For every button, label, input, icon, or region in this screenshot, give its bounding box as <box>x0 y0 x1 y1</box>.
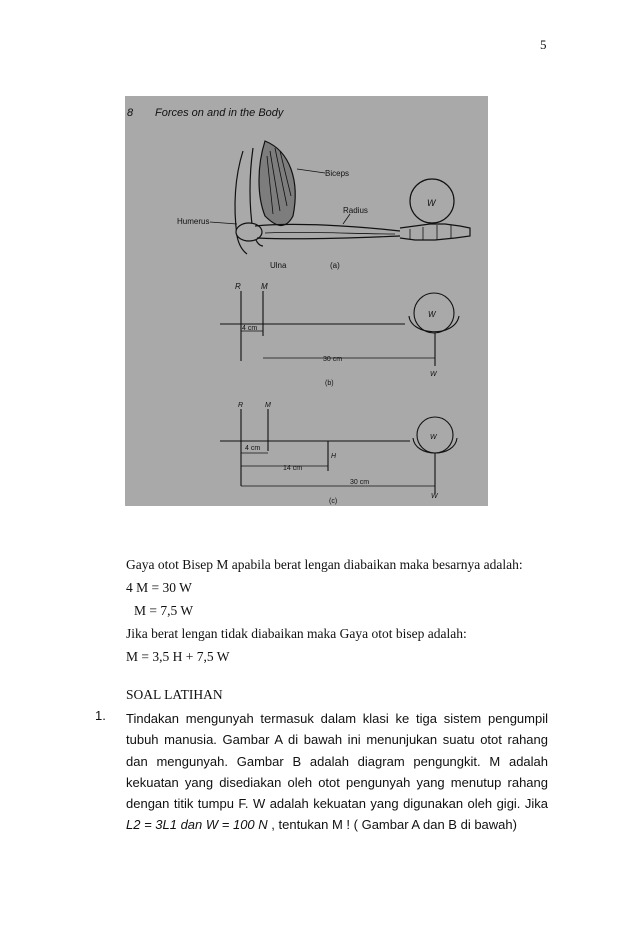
label-humerus: Humerus <box>177 217 210 226</box>
figure-header: Forces on and in the Body <box>155 107 284 119</box>
label-30cm-b: 30 cm <box>323 356 343 363</box>
label-4cm-c: 4 cm <box>245 445 261 452</box>
label-30cm-c: 30 cm <box>350 479 370 486</box>
label-radius: Radius <box>343 206 368 215</box>
text-line-5: M = 3,5 H + 7,5 W <box>126 649 230 664</box>
text-line-3: M = 7,5 W <box>134 603 194 618</box>
label-b: (b) <box>325 380 334 387</box>
text-line-4: Jika berat lengan tidak diabaikan maka Gaya otot bisep adalah: <box>126 626 467 641</box>
label-m-b: M <box>261 282 268 291</box>
label-h-c: H <box>331 453 337 460</box>
label-w-c-arrow: W <box>431 493 438 500</box>
question-text-a: Tindakan mengunyah termasuk dalam klasi ke tiga sistem pengumpil tubuh manusia. Gambar A di bawah ini menunjukan suatu otot rahang dan mengunyah. Gambar B adalah diagram pengungkit. M adalah kekuatan yang disediakan oleh otot pengunyah yang menutup rahang dengan titik tumpu F. W adalah kekuatan yang digunakan oleh gigi. Jika <box>126 711 548 812</box>
question-number: 1. <box>95 708 106 723</box>
label-4cm-b: 4 cm <box>242 325 258 332</box>
question-italic: L2 = 3L1 dan W = 100 N <box>126 817 268 833</box>
question-text <box>126 708 548 836</box>
text-line-2: 4 M = 30 W <box>126 580 192 595</box>
section-title: SOAL LATIHAN <box>126 687 223 702</box>
label-14cm-c: 14 cm <box>283 465 303 472</box>
label-r-c: R <box>238 402 244 409</box>
label-w-c: W <box>430 434 437 441</box>
figure-header-number: 8 <box>127 107 134 119</box>
label-w-a: W <box>427 198 436 208</box>
question-text-b: , tentukan M ! ( Gambar A dan B di bawah) <box>267 817 517 833</box>
label-a: (a) <box>330 261 340 270</box>
biceps-lever-figure <box>125 96 488 506</box>
label-w-b: W <box>428 310 436 319</box>
label-biceps: Biceps <box>325 169 350 178</box>
label-r-b: R <box>235 282 241 291</box>
label-m-c: M <box>265 402 271 409</box>
text-line-1: Gaya otot Bisep M apabila berat lengan diabaikan maka besarnya adalah: <box>126 557 523 572</box>
label-w-b-arrow: W <box>430 371 437 378</box>
page-number: 5 <box>540 37 547 52</box>
label-c: (c) <box>329 498 338 505</box>
label-ulna: Ulna <box>270 261 287 270</box>
